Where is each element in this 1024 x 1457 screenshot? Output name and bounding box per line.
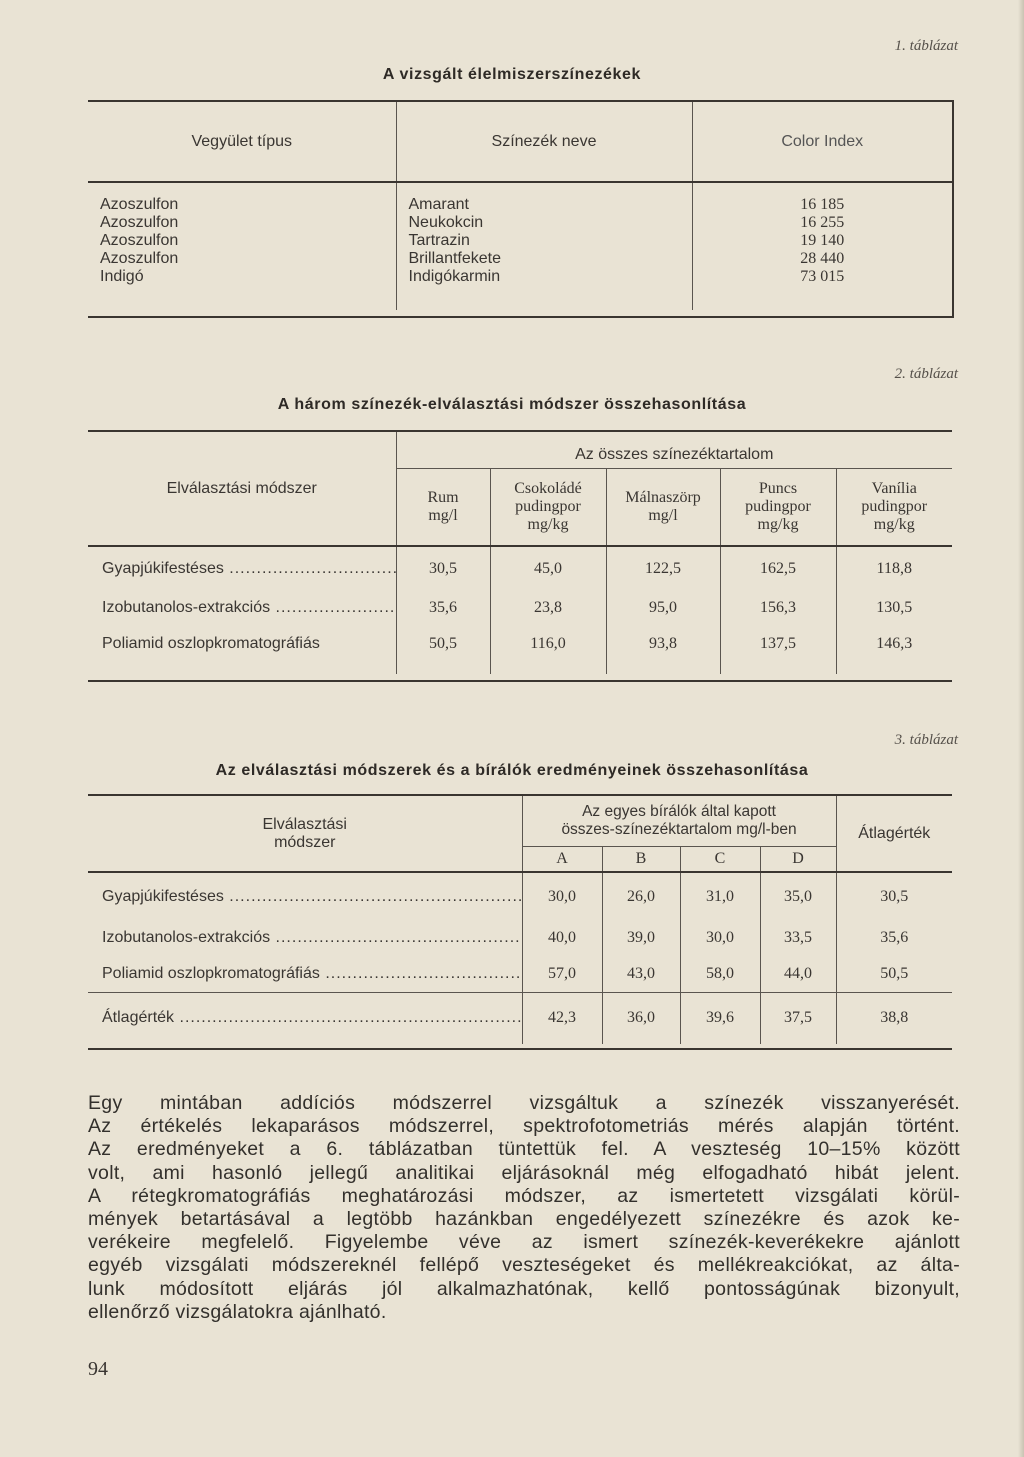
paragraph-line: verékeire megfelelő. Figyelembe véve az ismert színezék-keverékekre ajánlott [88,1231,960,1254]
table-row: Izobutanolos-extrakciós ..... 35,6 23,8 95,0 156,3 130,5 [88,590,952,626]
table2-group-header: Az összes színezéktartalom [396,432,952,468]
table-row: Azoszulfon Tartrazin 19 140 [88,232,952,250]
table-row: Poliamid oszlopkromatográfiás 50,5 116,0 93,8 137,5 146,3 [88,626,952,662]
table2-header-method: Elválasztási módszer [88,432,396,546]
table3-label: 3. táblázat [894,732,958,748]
paragraph-line: ellenőrző vizsgálatokra ajánlható. [88,1300,387,1323]
table2-title: A három színezék-elválasztási módszer összehasonlítása [277,396,747,413]
table1-header-type: Vegyület típus [191,132,292,150]
table3-group-header: Az egyes bírálók által kapott összes-színezéktartalom mg/l-ben [522,796,836,846]
table2-subheader-csokolade: Csokoládé pudingpor mg/kg [490,468,606,546]
table-row-average: Átlagérték ..... 42,3 36,0 39,6 37,5 38,8 [88,992,952,1044]
paragraph-line: lunk módosított eljárás jól alkalmazhatónak, kellő pontosságúnak bizonyult, [88,1277,960,1300]
table1-header-ci: Color Index [692,102,952,182]
paragraph-line: volt, ami hasonló jellegű analitikai eljárásoknál még elfogadható hibát jelent. [88,1161,960,1184]
table-row: Izobutanolos-extrakciós ..... 40,0 39,0 30,0 33,5 35,6 [88,920,952,956]
table-row: Gyapjúkifestéses ..... 30,0 26,0 31,0 35,0 30,5 [88,872,952,920]
table3 [88,794,952,1050]
table1-header-name: Színezék neve [396,102,692,182]
table-row: Gyapjúkifestéses ..... 30,5 45,0 122,5 162,5 118,8 [88,546,952,590]
table3-header-method: Elválasztási módszer [88,796,522,872]
table-row: Azoszulfon Amarant 16 185 [88,196,952,214]
table1 [88,100,954,318]
table-row: Azoszulfon Brillantfekete 28 440 [88,250,952,268]
table2 [88,430,952,682]
table1-title: A vizsgált élelmiszerszínezékek [382,66,642,83]
body-paragraph [88,1092,960,1324]
table-row: Indigó Indigókarmin 73 015 [88,268,952,286]
paragraph-line: Egy mintában addíciós módszerrel vizsgáltuk a színezék visszanyerését. [88,1092,960,1114]
paragraph-line: A rétegkromatográfiás meghatározási módszer, az ismertetett vizsgálati körül- [88,1184,960,1207]
table3-reviewer-a: A [522,846,602,872]
table3-reviewer-b: B [602,846,680,872]
table2-subheader-rum: Rum mg/l [396,468,490,546]
table-row: Poliamid oszlopkromatográfiás ..... 57,0 43,0 58,0 44,0 50,5 [88,956,952,992]
table2-subheader-vanilia: Vanília pudingpor mg/kg [836,468,952,546]
page-edge-shadow [1018,0,1024,1457]
table-row: Azoszulfon Neukokcin 16 255 [88,214,952,232]
paragraph-line: mények betartásával a legtöbb hazánkban engedélyezett színezékre és azok ke- [88,1208,960,1231]
table3-header-avg: Átlagérték [836,796,952,872]
page-number: 94 [88,1358,108,1380]
table3-title: Az elválasztási módszerek és a bírálók eredményeinek összehasonlítása [215,762,809,779]
table3-reviewer-c: C [680,846,760,872]
table2-subheader-puncs: Puncs pudingpor mg/kg [720,468,836,546]
paragraph-line: egyéb vizsgálati módszereknél fellépő veszteségeket és mellékreakciókat, az álta- [88,1254,960,1277]
paragraph-line: Az értékelés lekaparásos módszerrel, spektrofotometriás mérés alapján történt. [88,1115,960,1138]
paragraph-line: Az eredményeket a 6. táblázatban tüntettük fel. A veszteség 10–15% között [88,1138,960,1161]
table3-reviewer-d: D [760,846,836,872]
table2-subheader-malnaszorp: Málnaszörp mg/l [606,468,720,546]
table1-label: 1. táblázat [894,38,958,54]
table2-label: 2. táblázat [894,366,958,382]
